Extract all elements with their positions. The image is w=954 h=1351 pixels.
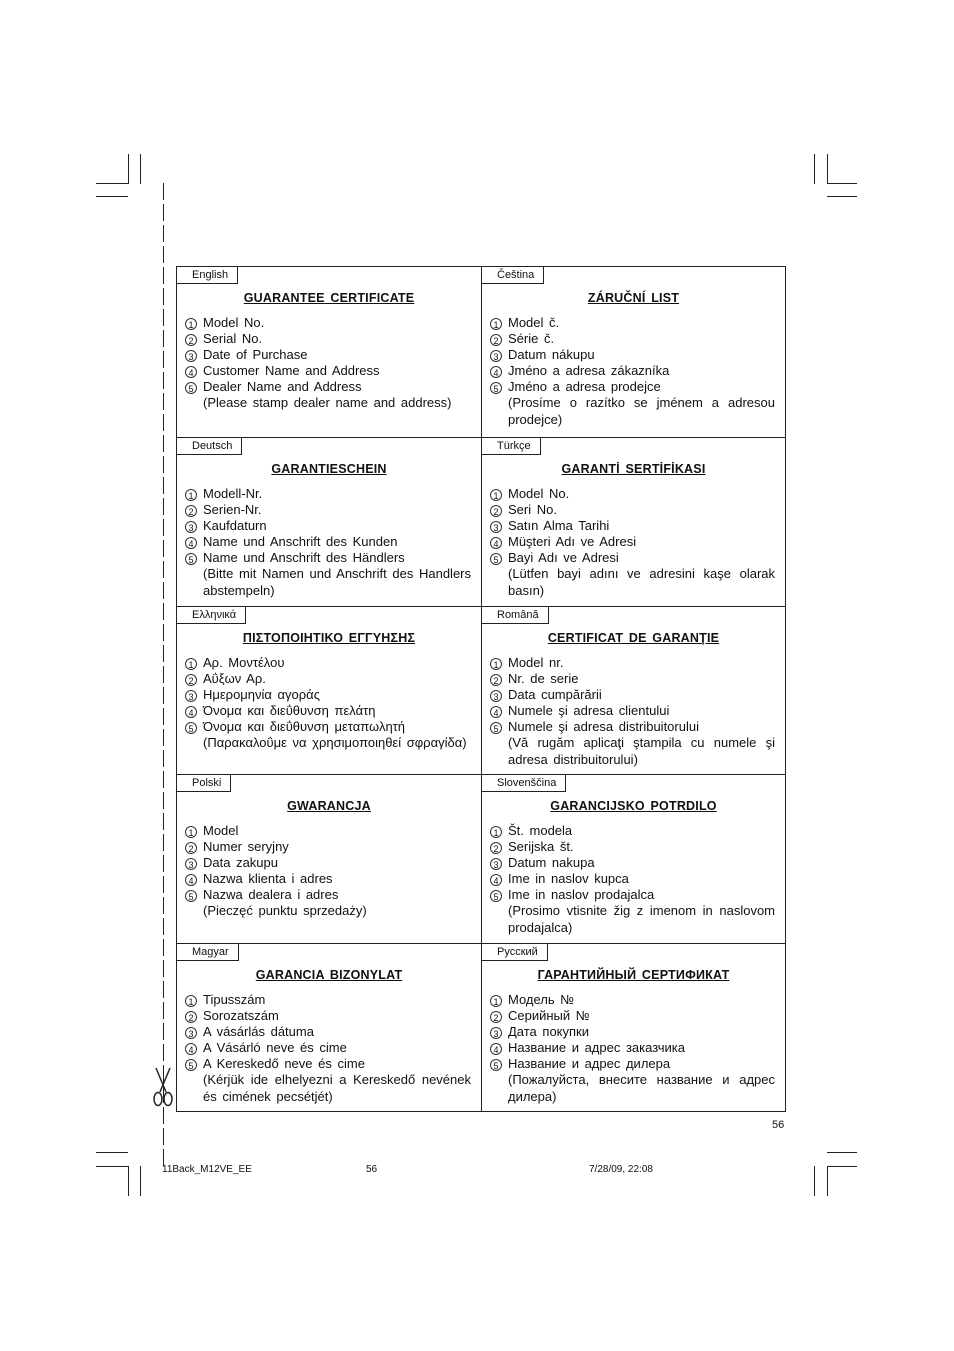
item-number-icon: 2: [490, 671, 508, 687]
item-label: Numele şi adresa distribuitorului: [508, 719, 699, 735]
certificate-items: [185, 992, 471, 1105]
item-number-icon: 2: [490, 839, 508, 855]
certificate-title: ΠΙΣΤΟΠΟΙΗΤΙΚΟ ΕΓΓΥΗΣΗΣ: [242, 631, 416, 645]
item-number-icon: 5: [490, 550, 508, 566]
stamp-note: (Prosíme o razítko se jménem a adresou prodejce): [508, 395, 775, 427]
item-label: Name und Anschrift des Kunden: [203, 534, 398, 550]
list-item: [185, 719, 471, 735]
certificate-cell: [482, 267, 785, 438]
list-item: [490, 671, 775, 687]
cut-line-dash: [163, 498, 164, 515]
item-number-icon: 2: [185, 839, 203, 855]
cut-line-dash: [163, 813, 164, 830]
list-item: [490, 486, 775, 502]
certificate-items: [490, 486, 775, 599]
item-number-icon: 3: [185, 855, 203, 871]
item-label: Série č.: [508, 331, 555, 347]
cut-line-dash: [163, 246, 164, 263]
list-item: [185, 871, 471, 887]
cut-line-dash: [163, 393, 164, 410]
list-item: [490, 1056, 775, 1072]
list-item: [185, 1008, 471, 1024]
certificate-cell: [177, 607, 482, 775]
cut-line-dash: [163, 834, 164, 851]
cut-line-dash: [163, 1023, 164, 1040]
item-label: Model No.: [508, 486, 570, 501]
certificate-title: GWARANCJA: [287, 799, 371, 813]
cut-line-dash: [163, 1107, 164, 1124]
item-label: Jméno a adresa zákazníka: [508, 363, 670, 379]
item-label: Kaufdaturn: [203, 518, 267, 534]
list-item: [185, 518, 471, 534]
item-label: Ημερομηνία αγοράς: [203, 687, 320, 703]
item-label: Seri No.: [508, 502, 557, 518]
stamp-note: (Please stamp dealer name and address): [203, 395, 452, 411]
item-label: Numer seryjny: [203, 839, 289, 855]
item-number-icon: 2: [185, 671, 203, 687]
item-label: Müşteri Adı ve Adresi: [508, 534, 637, 550]
certificate-title: GARANCIA BIZONYLAT: [255, 968, 403, 982]
item-label: Jméno a adresa prodejce: [508, 379, 661, 395]
item-label: Data cumpărării: [508, 687, 602, 703]
list-item: [185, 855, 471, 871]
certificate-items: [185, 486, 471, 599]
cut-line-dash: [163, 225, 164, 242]
item-label: Serien-Nr.: [203, 502, 262, 518]
stamp-note: (Kérjük ide elhelyezni a Kereskedő nevének és cimének pecsétjét): [203, 1072, 471, 1104]
item-label: Name und Anschrift des Händlers: [203, 550, 405, 566]
item-number-icon: 5: [185, 550, 203, 566]
item-number-icon: 2: [185, 502, 203, 518]
item-number-icon: 1: [185, 992, 203, 1008]
list-item: [490, 1008, 775, 1024]
list-item: [185, 687, 471, 703]
cut-line-dash: [163, 309, 164, 326]
item-number-icon: 4: [185, 871, 203, 887]
certificate-title: GARANTİ SERTİFİKASI: [561, 462, 706, 476]
certificate-title: CERTIFICAT DE GARANŢIE: [547, 631, 720, 645]
item-number-icon: 3: [490, 855, 508, 871]
language-tab: Deutsch: [177, 438, 242, 455]
list-item: [490, 550, 775, 566]
language-tab: Русский: [482, 944, 548, 961]
stamp-note: (Prosimo vtisnite žig z imenom in naslovom prodajalca): [508, 903, 775, 935]
list-item: [185, 379, 471, 395]
list-item: [490, 992, 775, 1008]
item-number-icon: 4: [490, 1040, 508, 1056]
footer-file: 11Back_M12VE_EE: [162, 1164, 252, 1175]
item-number-icon: 3: [185, 1024, 203, 1040]
cut-line-dash: [163, 1002, 164, 1019]
list-item: [490, 855, 775, 871]
item-label: Sorozatszám: [203, 1008, 279, 1024]
list-item: [490, 871, 775, 887]
item-label: Ime in naslov kupca: [508, 871, 629, 887]
certificate-items: [185, 315, 471, 412]
item-label: Ime in naslov prodajalca: [508, 887, 655, 903]
item-label: Tipusszám: [203, 992, 266, 1007]
cut-line-dash: [163, 624, 164, 641]
list-item: [490, 379, 775, 395]
certificate-title: GUARANTEE CERTIFICATE: [243, 291, 415, 305]
item-label: Data zakupu: [203, 855, 278, 871]
list-item: [490, 687, 775, 703]
guarantee-certificate-grid: [176, 266, 786, 1112]
list-item: [185, 1024, 471, 1040]
cut-line-dash: [163, 855, 164, 872]
certificate-cell: [177, 267, 482, 438]
list-item: [185, 992, 471, 1008]
cut-line-dash: [163, 792, 164, 809]
item-label: Serial No.: [203, 331, 263, 347]
list-item: [490, 719, 775, 735]
language-tab: Türkçe: [482, 438, 541, 455]
item-label: Αΰξων Αρ.: [203, 671, 266, 687]
list-item: [490, 655, 775, 671]
language-tab: Čeština: [482, 267, 544, 284]
list-item: [185, 887, 471, 903]
item-number-icon: 5: [185, 719, 203, 735]
item-label: Datum nákupu: [508, 347, 595, 363]
item-number-icon: 1: [185, 486, 203, 502]
item-number-icon: 1: [490, 992, 508, 1008]
list-item: [490, 315, 775, 331]
cut-line-dash: [163, 939, 164, 956]
list-item: [490, 363, 775, 379]
list-item: [185, 347, 471, 363]
language-tab: Slovenščina: [482, 775, 566, 792]
certificate-items: [185, 655, 471, 752]
certificate-cell: [177, 775, 482, 944]
list-item: [185, 703, 471, 719]
cut-line-dash: [163, 918, 164, 935]
item-label: Серийный №: [508, 1008, 590, 1024]
item-label: Дата покупки: [508, 1024, 589, 1040]
cut-line-dash: [163, 729, 164, 746]
item-number-icon: 3: [490, 1024, 508, 1040]
list-item: [185, 502, 471, 518]
cut-line-dash: [163, 330, 164, 347]
cut-line-dash: [163, 645, 164, 662]
stamp-note: (Vă rugăm aplicaţi ştampila cu numele şi adresa distribuitorului): [508, 735, 775, 767]
item-number-icon: 4: [185, 363, 203, 379]
cut-line-dash: [163, 708, 164, 725]
list-item: [185, 363, 471, 379]
item-label: Название и адрес заказчика: [508, 1040, 685, 1056]
item-label: Nazwa klienta i adres: [203, 871, 333, 887]
cut-line-dash: [163, 204, 164, 221]
cut-line-dash: [163, 582, 164, 599]
stamp-note: (Lütfen bayi adını ve adresini kaşe olarak basın): [508, 566, 775, 598]
list-item: [185, 331, 471, 347]
certificate-items: [490, 823, 775, 936]
item-number-icon: 1: [185, 315, 203, 331]
list-item: [185, 315, 471, 331]
item-number-icon: 4: [185, 703, 203, 719]
cut-line-dash: [163, 477, 164, 494]
item-label: A vásárlás dátuma: [203, 1024, 314, 1040]
item-label: Nr. de serie: [508, 671, 579, 687]
item-label: Date of Purchase: [203, 347, 308, 363]
item-label: Model nr.: [508, 655, 564, 670]
cut-line-dash: [163, 1044, 164, 1061]
certificate-cell: [177, 438, 482, 607]
list-item: [490, 502, 775, 518]
certificate-items: [490, 315, 775, 428]
list-item: [185, 839, 471, 855]
item-label: A Vásárló neve és cime: [203, 1040, 347, 1056]
item-label: Название и адрес дилера: [508, 1056, 671, 1072]
certificate-cell: [482, 607, 785, 775]
item-number-icon: 5: [185, 379, 203, 395]
item-label: Satın Alma Tarihi: [508, 518, 610, 534]
list-item: [490, 887, 775, 903]
item-label: Model No.: [203, 315, 265, 330]
item-number-icon: 3: [490, 687, 508, 703]
list-item: [185, 534, 471, 550]
language-tab: Română: [482, 607, 549, 624]
list-item: [490, 1024, 775, 1040]
stamp-note: (Pieczęć punktu sprzedaży): [203, 903, 367, 919]
item-number-icon: 3: [490, 347, 508, 363]
cut-line-dash: [163, 876, 164, 893]
cut-line-dash: [163, 1128, 164, 1145]
item-label: Datum nakupa: [508, 855, 595, 871]
item-label: Όνομα και διεΰθυνση πελάτη: [203, 703, 376, 719]
stamp-note: (Пожалуйста, внесите название и адрес дилера): [508, 1072, 775, 1104]
cut-line-dash: [163, 540, 164, 557]
item-label: Model č.: [508, 315, 560, 330]
scissors-icon: [150, 1066, 176, 1108]
item-label: Modell-Nr.: [203, 486, 263, 501]
cut-line-dash: [163, 687, 164, 704]
item-label: Numele şi adresa clientului: [508, 703, 670, 719]
list-item: [185, 671, 471, 687]
item-number-icon: 4: [490, 871, 508, 887]
cut-line-dash: [163, 435, 164, 452]
certificate-title: ГАРАНТИЙНЫЙ СЕРТИФИКАТ: [537, 968, 730, 982]
list-item: [185, 1040, 471, 1056]
stamp-note: (Bitte mit Namen und Anschrift des Handlers abstempeln): [203, 566, 471, 598]
cut-line-dash: [163, 414, 164, 431]
certificate-cell: [482, 775, 785, 944]
item-label: Αρ. Μοντέλου: [203, 655, 285, 670]
list-item: [490, 331, 775, 347]
list-item: [490, 347, 775, 363]
list-item: [490, 823, 775, 839]
item-number-icon: 5: [490, 1056, 508, 1072]
item-number-icon: 1: [185, 655, 203, 671]
list-item: [185, 823, 471, 839]
item-number-icon: 2: [185, 1008, 203, 1024]
certificate-title: GARANCIJSKO POTRDILO: [550, 799, 717, 813]
item-number-icon: 1: [490, 315, 508, 331]
cut-line-dash: [163, 960, 164, 977]
cut-line-dash: [163, 771, 164, 788]
certificate-title: ZÁRUČNÍ LIST: [587, 291, 680, 305]
cut-line-dash: [163, 750, 164, 767]
list-item: [185, 550, 471, 566]
item-label: Serijska št.: [508, 839, 574, 855]
item-number-icon: 2: [185, 331, 203, 347]
cut-line-dash: [163, 666, 164, 683]
item-label: Модель №: [508, 992, 575, 1007]
certificate-cell: [482, 438, 785, 607]
list-item: [490, 534, 775, 550]
item-number-icon: 4: [490, 703, 508, 719]
item-number-icon: 1: [490, 823, 508, 839]
cut-line-dash: [163, 372, 164, 389]
item-number-icon: 3: [185, 518, 203, 534]
cut-line-dash: [163, 456, 164, 473]
item-number-icon: 3: [185, 347, 203, 363]
list-item: [490, 1040, 775, 1056]
cut-line-dash: [163, 267, 164, 284]
item-number-icon: 2: [490, 1008, 508, 1024]
item-number-icon: 1: [490, 655, 508, 671]
list-item: [185, 486, 471, 502]
cut-line-dash: [163, 183, 164, 200]
stamp-note: (Παρακαλοΰμε να χρησιμοποιηθεί σφραγίδα): [203, 735, 467, 751]
language-tab: Magyar: [177, 944, 239, 961]
list-item: [490, 703, 775, 719]
item-label: Št. modela: [508, 823, 573, 838]
item-number-icon: 4: [490, 534, 508, 550]
item-number-icon: 5: [490, 719, 508, 735]
list-item: [490, 839, 775, 855]
item-number-icon: 3: [490, 518, 508, 534]
item-label: Όνομα και διεΰθυνση μεταπωλητή: [203, 719, 406, 735]
item-number-icon: 5: [185, 1056, 203, 1072]
certificate-cell: [177, 944, 482, 1111]
list-item: [490, 518, 775, 534]
item-number-icon: 2: [490, 502, 508, 518]
cut-line-dash: [163, 561, 164, 578]
footer-date: 7/28/09, 22:08: [589, 1164, 653, 1175]
item-number-icon: 4: [185, 534, 203, 550]
item-label: Nazwa dealera i adres: [203, 887, 339, 903]
item-number-icon: 5: [185, 887, 203, 903]
cut-line-dash: [163, 603, 164, 620]
list-item: [185, 655, 471, 671]
language-tab: Polski: [177, 775, 231, 792]
cut-line-dash: [163, 897, 164, 914]
certificate-items: [490, 655, 775, 768]
cut-line-dash: [163, 351, 164, 368]
item-label: Customer Name and Address: [203, 363, 380, 379]
page-number: 56: [772, 1119, 785, 1131]
cut-line-dash: [163, 288, 164, 305]
item-label: A Kereskedő neve és cime: [203, 1056, 365, 1072]
certificate-items: [185, 823, 471, 920]
item-label: Bayi Adı ve Adresi: [508, 550, 619, 566]
cut-line-dash: [163, 519, 164, 536]
certificate-items: [490, 992, 775, 1105]
list-item: [185, 1056, 471, 1072]
language-tab: English: [177, 267, 238, 284]
cut-line-dash: [163, 981, 164, 998]
item-label: Dealer Name and Address: [203, 379, 362, 395]
item-number-icon: 4: [185, 1040, 203, 1056]
item-number-icon: 4: [490, 363, 508, 379]
item-number-icon: 2: [490, 331, 508, 347]
certificate-cell: [482, 944, 785, 1111]
item-number-icon: 1: [185, 823, 203, 839]
item-label: Model: [203, 823, 239, 838]
item-number-icon: 3: [185, 687, 203, 703]
item-number-icon: 5: [490, 379, 508, 395]
footer-page: 56: [366, 1164, 378, 1175]
item-number-icon: 1: [490, 486, 508, 502]
certificate-title: GARANTIESCHEIN: [271, 462, 387, 476]
item-number-icon: 5: [490, 887, 508, 903]
language-tab: Ελληνικά: [177, 607, 246, 624]
